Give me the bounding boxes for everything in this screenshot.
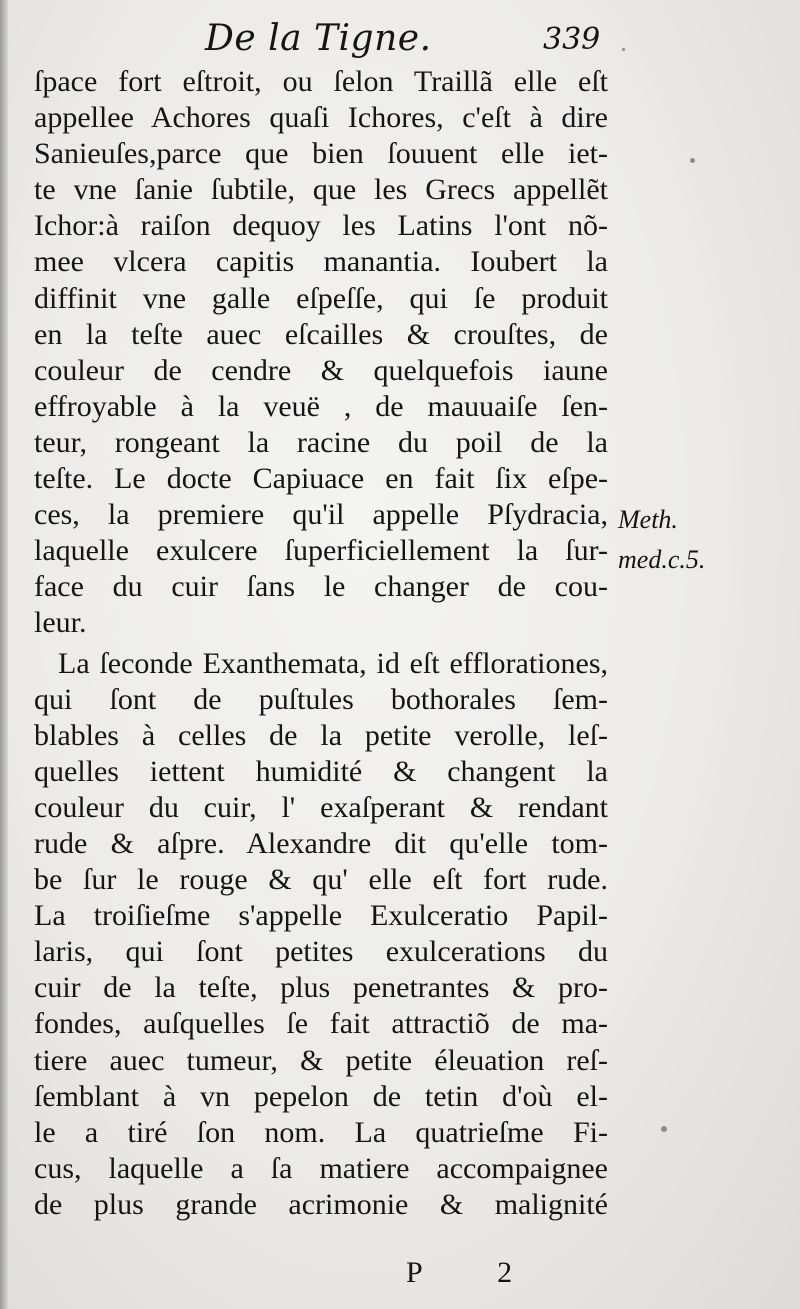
paper-speck — [690, 158, 695, 163]
text-line: be ſur le rouge & qu' elle eſt fort rude. — [34, 863, 608, 897]
paper-speck — [661, 1126, 667, 1132]
text-line: face du cuir ſans le changer de cou- — [34, 570, 608, 604]
text-line: leur. — [34, 606, 87, 640]
text-line: quelles iettent humidité & changent la — [34, 754, 608, 788]
text-line: laris, qui ſont petites exulcerations du — [34, 935, 608, 969]
margin-note — [618, 500, 728, 580]
text-line: cuir de la teſte, plus penetrantes & pro- — [34, 971, 608, 1005]
text-line: Sanieuſes,parce que bien ſouuent elle iet- — [34, 137, 608, 171]
text-line: La troiſieſme s'appelle Exulceratio Papil- — [34, 899, 608, 933]
text-line: couleur de cendre & quelquefois iaune — [34, 353, 608, 387]
text-line: de plus grande acrimonie & malignité — [34, 1187, 608, 1221]
text-line: La ſeconde Exanthemata, id eſt efflorationes, — [58, 646, 608, 680]
text-line: ſemblant à vn pepelon de tetin d'où el- — [34, 1079, 608, 1113]
text-line: teur, rongeant la racine du poil de la — [34, 425, 608, 459]
text-line: en la teſte auec eſcailles & crouſtes, de — [34, 317, 608, 351]
signature-mark: P 2 — [406, 1256, 547, 1289]
text-line: laquelle exulcere ſuperficiellement la ſur- — [34, 534, 608, 568]
paper-speck — [622, 48, 625, 51]
text-line: le a tiré ſon nom. La quatrieſme Fi- — [34, 1115, 608, 1149]
text-line: rude & aſpre. Alexandre dit qu'elle tom- — [34, 826, 608, 860]
text-line: tiere auec tumeur, & petite éleuation reſ- — [34, 1043, 608, 1077]
page-number: 339 — [543, 22, 601, 57]
text-line: teſte. Le docte Capiuace en fait ſix eſpe- — [34, 462, 608, 496]
text-line: couleur du cuir, l' exaſperant & rendant — [34, 790, 608, 824]
text-line: qui ſont de puſtules bothorales ſem- — [34, 682, 608, 716]
text-line: blables à celles de la petite verolle, leſ- — [34, 718, 608, 752]
text-line: te vne ſanie ſubtile, que les Grecs appellẽt — [34, 173, 608, 207]
text-line: appellee Achores quaſi Ichores, c'eſt à dire — [34, 101, 608, 135]
margin-note-line: med.c.5. — [618, 545, 706, 574]
text-line: ces, la premiere qu'il appelle Pſydracia, — [34, 498, 608, 532]
text-line: diffinit vne galle eſpeſſe, qui ſe produit — [34, 281, 608, 315]
text-line: fondes, auſquelles ſe fait attractiõ de ma- — [34, 1007, 608, 1041]
body-text — [34, 64, 608, 1223]
text-line: ſpace fort eſtroit, ou ſelon Traillã elle eſt — [34, 65, 608, 98]
text-line: cus, laquelle a ſa matiere accompaignee — [34, 1151, 608, 1185]
margin-note-line: Meth. — [618, 505, 678, 534]
text-line: effroyable à la veuë , de mauuaiſe ſen- — [34, 389, 608, 423]
page-gutter-shadow — [0, 0, 8, 1309]
running-head: De la Tigne. — [205, 18, 432, 59]
text-line: Ichor:à raiſon dequoy les Latins l'ont nõ- — [34, 209, 608, 243]
text-line: mee vlcera capitis manantia. Ioubert la — [34, 245, 608, 279]
